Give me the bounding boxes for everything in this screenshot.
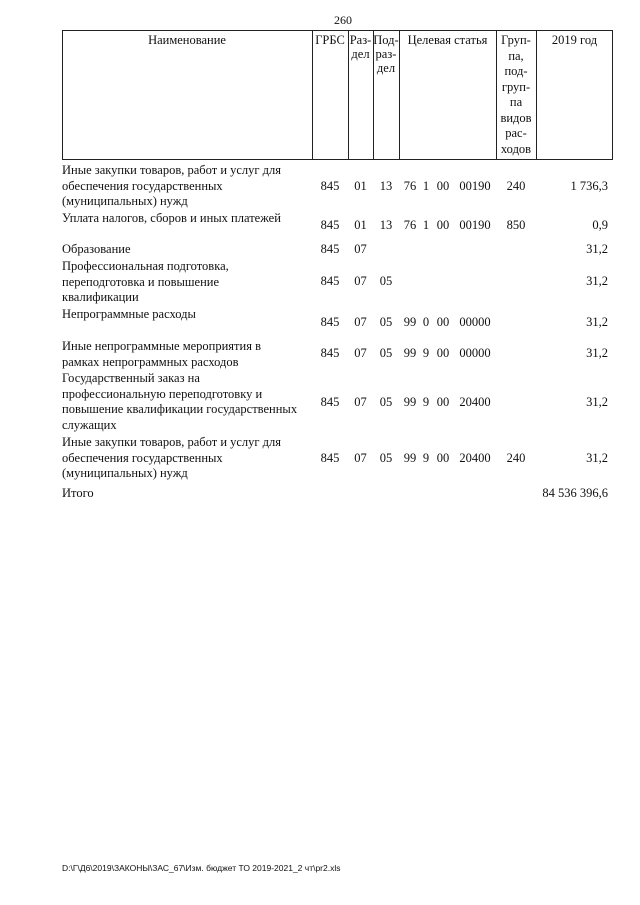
col-divider: [399, 30, 400, 160]
row-group: 240: [506, 179, 526, 193]
header-podrazdel: Под- раз- дел: [373, 33, 399, 75]
row-podrazdel: 05: [379, 451, 393, 465]
row-grbs: 845: [320, 218, 340, 232]
row-name: Государственный заказ на профессиональную переподготовку и повышение квалификации государственных служащих: [62, 371, 298, 432]
row-t2: 9: [422, 451, 430, 465]
row-t1: 99: [403, 315, 417, 329]
row-t2: 1: [422, 179, 430, 193]
row-podrazdel: 05: [379, 346, 393, 360]
row-name: Профессиональная подготовка, переподготовка и повышение квалификации: [62, 259, 229, 304]
row-podrazdel: 13: [379, 218, 393, 232]
row-name: Уплата налогов, сборов и иных платежей: [62, 211, 281, 225]
row-podrazdel: 05: [379, 395, 393, 409]
header-group: Груп- па, под- груп- па видов рас- ходов: [500, 33, 532, 156]
row-razdel: 07: [354, 451, 367, 465]
header-target: Целевая статья: [407, 33, 488, 47]
row-t1: 76: [403, 179, 417, 193]
row-podrazdel: 05: [379, 315, 393, 329]
header-razdel: Раз- дел: [349, 33, 372, 61]
row-name: Иные закупки товаров, работ и услуг для обеспечения государственных (муниципальных) нужд: [62, 435, 282, 480]
row-razdel: 01: [354, 218, 367, 232]
row-grbs: 845: [320, 315, 340, 329]
row-t3: 00: [436, 395, 450, 409]
row-podrazdel: 05: [379, 274, 393, 288]
row-t3: 00: [436, 451, 450, 465]
row-t4: 00190: [459, 179, 491, 193]
row-razdel: 07: [354, 315, 367, 329]
row-amount: 31,2: [586, 451, 608, 465]
row-t4: 00000: [459, 346, 491, 360]
row-podrazdel: 13: [379, 179, 393, 193]
row-amount: 31,2: [586, 242, 608, 256]
file-path: D:\Г\Д6\2019\ЗАКОНЫ\ЗАС_67\Изм. бюджет ТО 2019-2021_2 чт\pr2.xls: [62, 863, 341, 873]
row-name: Иные закупки товаров, работ и услуг для обеспечения государственных (муниципальных) нужд: [62, 163, 282, 208]
row-razdel: 07: [354, 274, 367, 288]
row-razdel: 07: [354, 346, 367, 360]
row-t3: 00: [436, 179, 450, 193]
row-t2: 9: [422, 395, 430, 409]
row-t4: 00190: [459, 218, 491, 232]
row-amount: 31,2: [586, 274, 608, 288]
row-t2: 9: [422, 346, 430, 360]
row-name: Непрограммные расходы: [62, 307, 196, 321]
row-t1: 99: [403, 346, 417, 360]
row-group: 850: [506, 218, 526, 232]
row-amount: 0,9: [592, 218, 608, 232]
page-number: 260: [334, 13, 352, 27]
col-divider: [312, 30, 313, 160]
row-grbs: 845: [320, 274, 340, 288]
header-grbs: ГРБС: [315, 33, 345, 47]
row-grbs: 845: [320, 179, 340, 193]
row-t3: 00: [436, 346, 450, 360]
row-amount: 31,2: [586, 395, 608, 409]
row-t2: 1: [422, 218, 430, 232]
col-divider: [536, 30, 537, 160]
row-t1: 99: [403, 395, 417, 409]
row-razdel: 07: [354, 242, 367, 256]
row-amount: 1 736,3: [570, 179, 608, 193]
row-t4: 20400: [459, 395, 491, 409]
header-year: 2019 год: [551, 33, 598, 47]
row-t2: 0: [422, 315, 430, 329]
row-name: Образование: [62, 242, 131, 256]
header-name: Наименование: [148, 33, 226, 47]
row-razdel: 01: [354, 179, 367, 193]
row-amount: 31,2: [586, 315, 608, 329]
row-grbs: 845: [320, 346, 340, 360]
row-t3: 00: [436, 218, 450, 232]
row-name: Иные непрограммные мероприятия в рамках непрограммных расходов: [62, 339, 261, 369]
row-grbs: 845: [320, 451, 340, 465]
row-razdel: 07: [354, 395, 367, 409]
row-t1: 76: [403, 218, 417, 232]
row-group: 240: [506, 451, 526, 465]
row-t4: 20400: [459, 451, 491, 465]
row-t3: 00: [436, 315, 450, 329]
row-t1: 99: [403, 451, 417, 465]
row-amount: 31,2: [586, 346, 608, 360]
row-t4: 00000: [459, 315, 491, 329]
row-grbs: 845: [320, 395, 340, 409]
row-grbs: 845: [320, 242, 340, 256]
total-label: Итого: [62, 486, 94, 500]
total-amount: 84 536 396,6: [542, 486, 608, 500]
